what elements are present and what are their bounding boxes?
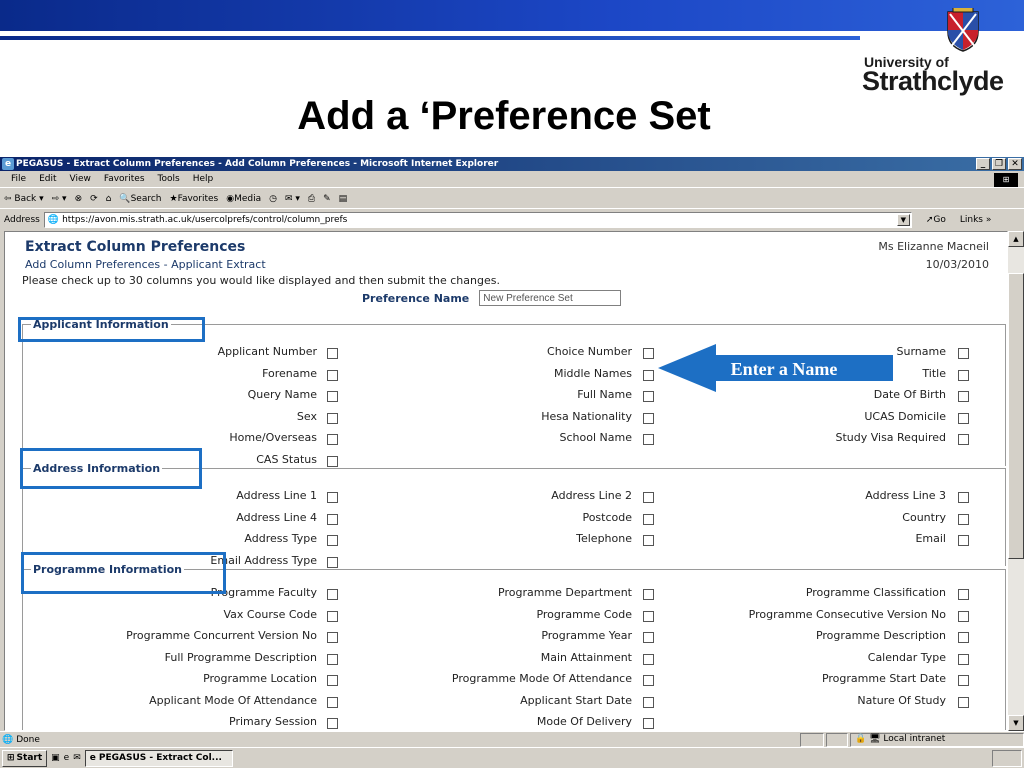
column-option-checkbox[interactable] xyxy=(327,535,338,546)
instruction-text: Please check up to 30 columns you would like displayed and then submit the changes. xyxy=(22,274,500,287)
column-option-checkbox[interactable] xyxy=(958,348,969,359)
ie-task-icon: e xyxy=(89,753,96,763)
menu-bar xyxy=(0,171,1024,188)
column-option-checkbox[interactable] xyxy=(958,391,969,402)
column-option-checkbox[interactable] xyxy=(643,697,654,708)
lock-icon: 🔒 xyxy=(855,734,867,744)
address-input[interactable] xyxy=(44,212,912,228)
column-option-label: Choice Number xyxy=(547,345,632,358)
back-button[interactable]: ⇦ Back ▾ xyxy=(4,193,44,204)
stop-icon[interactable]: ⊗ xyxy=(74,193,83,204)
column-option-label: Calendar Type xyxy=(867,650,946,664)
menu-favorites[interactable]: Favorites xyxy=(103,174,145,184)
address-information-legend: Address Information xyxy=(33,462,161,475)
scroll-thumb[interactable] xyxy=(1008,273,1024,559)
checkbox-row xyxy=(23,651,1007,673)
column-option-checkbox[interactable] xyxy=(643,654,654,665)
favorites-label: Favorites xyxy=(177,193,219,204)
column-option-label: Programme Description xyxy=(815,629,946,642)
column-option-checkbox[interactable] xyxy=(327,514,338,525)
column-option-label: Middle Names xyxy=(553,366,632,380)
column-option-label: Address Line 4 xyxy=(236,510,317,524)
column-option-checkbox[interactable] xyxy=(958,611,969,622)
column-option-label: Mode Of Delivery xyxy=(536,715,632,728)
menu-tools[interactable]: Tools xyxy=(157,174,180,184)
vertical-scrollbar[interactable] xyxy=(1008,231,1024,731)
status-zone-pane xyxy=(850,733,1024,747)
column-option-checkbox[interactable] xyxy=(958,413,969,424)
column-option-checkbox[interactable] xyxy=(643,718,654,729)
address-label: Address xyxy=(4,215,40,225)
scroll-up-icon[interactable]: ▲ xyxy=(1008,231,1024,247)
column-option-checkbox[interactable] xyxy=(958,434,969,445)
column-option-label: Email Address Type xyxy=(210,553,317,567)
column-option-checkbox[interactable] xyxy=(327,434,338,445)
print-icon[interactable]: ⎙ xyxy=(307,193,316,204)
status-text: Done xyxy=(16,734,40,745)
discuss-icon[interactable]: ▤ xyxy=(338,193,348,204)
column-option-checkbox[interactable] xyxy=(958,654,969,665)
zone-text: Local intranet xyxy=(883,734,946,744)
column-option-checkbox[interactable] xyxy=(958,514,969,525)
menu-file[interactable]: File xyxy=(11,174,27,184)
column-option-label: Date Of Birth xyxy=(873,388,946,401)
done-page-icon: 🌐 xyxy=(2,734,14,745)
column-option-label: Home/Overseas xyxy=(229,431,317,444)
checkbox-row xyxy=(23,489,1007,511)
column-option-label: Address Line 2 xyxy=(551,489,632,502)
column-option-label: Full Programme Description xyxy=(164,650,317,664)
column-option-label: Programme Location xyxy=(203,672,317,685)
column-option-label: Study Visa Required xyxy=(835,431,946,444)
preference-name-label: Preference Name xyxy=(362,291,470,305)
search-label: Search xyxy=(130,193,162,204)
callout-arrow xyxy=(658,342,894,394)
column-option-checkbox[interactable] xyxy=(327,370,338,381)
column-option-label: Programme Classification xyxy=(805,586,946,599)
intranet-icon: 🖥 xyxy=(869,734,881,744)
column-option-checkbox[interactable] xyxy=(643,589,654,600)
column-option-label: Programme Year xyxy=(541,629,632,642)
column-option-checkbox[interactable] xyxy=(958,535,969,546)
column-option-checkbox[interactable] xyxy=(643,675,654,686)
minimize-button[interactable]: _ xyxy=(976,158,990,170)
column-option-label: Address Type xyxy=(244,532,317,545)
column-option-checkbox[interactable] xyxy=(327,654,338,665)
column-option-checkbox[interactable] xyxy=(327,697,338,708)
column-option-label: Programme Code xyxy=(536,607,632,621)
column-option-checkbox[interactable] xyxy=(958,589,969,600)
crest-icon xyxy=(944,8,982,52)
column-option-label: Programme Mode Of Attendance xyxy=(451,672,632,685)
column-option-label: Programme Consecutive Version No xyxy=(748,607,946,621)
windows-taskbar xyxy=(0,747,1024,768)
column-option-checkbox[interactable] xyxy=(643,434,654,445)
university-logo xyxy=(862,8,1012,100)
restore-button[interactable]: ❐ xyxy=(992,158,1006,170)
ie-logo-icon: e xyxy=(2,158,14,170)
home-icon[interactable]: ⌂ xyxy=(105,193,112,204)
column-option-checkbox[interactable] xyxy=(327,718,338,729)
preference-name-input[interactable] xyxy=(479,290,621,306)
column-option-label: Surname xyxy=(896,345,946,358)
column-option-label: Address Line 1 xyxy=(236,489,317,502)
standard-toolbar xyxy=(0,189,1024,209)
logo-text-top: University of xyxy=(864,54,949,70)
search-icon: 🔍 xyxy=(119,193,131,204)
column-option-label: Applicant Mode Of Attendance xyxy=(149,693,317,707)
column-option-label: Title xyxy=(922,366,946,380)
start-label: Start xyxy=(16,753,43,763)
column-option-checkbox[interactable] xyxy=(958,492,969,503)
checkbox-row xyxy=(23,629,1007,651)
slide-top-stripe xyxy=(0,36,860,40)
status-pane-2 xyxy=(826,733,848,747)
column-option-checkbox[interactable] xyxy=(958,632,969,643)
ie-quicklaunch-icon[interactable]: e xyxy=(63,753,70,763)
logo-text-main: Strathclyde xyxy=(862,66,1004,96)
column-option-label: Country xyxy=(902,510,946,524)
column-option-checkbox[interactable] xyxy=(327,348,338,359)
column-option-label: Applicant Number xyxy=(217,345,317,358)
column-option-label: Hesa Nationality xyxy=(541,409,632,423)
go-label: Go xyxy=(933,215,946,225)
page-icon: 🌐 xyxy=(47,215,60,225)
column-option-label: Postcode xyxy=(582,510,632,524)
go-arrow-icon: ➚ xyxy=(925,215,934,225)
close-button[interactable]: ✕ xyxy=(1008,158,1022,170)
column-option-checkbox[interactable] xyxy=(643,413,654,424)
column-option-label: CAS Status xyxy=(256,452,317,466)
page-viewport xyxy=(4,231,1008,731)
refresh-icon[interactable]: ⟳ xyxy=(90,193,98,204)
column-option-checkbox[interactable] xyxy=(643,492,654,503)
column-option-label: Address Line 3 xyxy=(865,489,946,502)
checkbox-row xyxy=(23,410,1007,432)
browser-window xyxy=(0,157,1024,768)
checkbox-row xyxy=(23,715,1007,731)
menu-help[interactable]: Help xyxy=(192,174,214,184)
column-option-label: Nature Of Study xyxy=(857,693,946,707)
column-option-checkbox[interactable] xyxy=(327,492,338,503)
column-option-checkbox[interactable] xyxy=(327,413,338,424)
history-icon[interactable]: ◷ xyxy=(269,193,277,204)
column-option-checkbox[interactable] xyxy=(643,514,654,525)
highlight-box-address xyxy=(20,448,202,489)
applicant-information-legend: Applicant Information xyxy=(33,318,169,331)
status-pane-1 xyxy=(800,733,824,747)
column-option-checkbox[interactable] xyxy=(327,632,338,643)
page-date: 10/03/2010 xyxy=(925,258,989,271)
column-option-checkbox[interactable] xyxy=(643,370,654,381)
checkbox-row xyxy=(23,694,1007,716)
links-button[interactable]: Links » xyxy=(959,215,992,225)
address-url: https://avon.mis.strath.ac.uk/usercolprefs/control/column_prefs xyxy=(62,215,348,225)
column-option-label: Programme Department xyxy=(498,586,632,599)
checkbox-row xyxy=(23,672,1007,694)
column-option-label: Applicant Start Date xyxy=(520,693,632,707)
edit-icon[interactable]: ✎ xyxy=(323,193,331,204)
taskbar-ie-window[interactable] xyxy=(85,750,233,767)
column-option-checkbox[interactable] xyxy=(327,675,338,686)
search-button[interactable] xyxy=(119,194,161,204)
column-option-checkbox[interactable] xyxy=(327,589,338,600)
go-button[interactable] xyxy=(926,215,946,225)
forward-button[interactable]: ⇨ ▾ xyxy=(51,193,67,204)
checkbox-row xyxy=(23,532,1007,554)
window-title: PEGASUS - Extract Column Preferences - Add Column Preferences - Microsoft Internet Explorer xyxy=(16,159,499,169)
address-bar xyxy=(0,210,1024,230)
window-titlebar xyxy=(0,157,1024,171)
column-option-checkbox[interactable] xyxy=(643,535,654,546)
preference-name-row xyxy=(362,290,621,306)
outlook-icon[interactable]: ✉ xyxy=(73,753,81,763)
column-option-label: Main Attainment xyxy=(540,650,632,664)
column-option-label: Sex xyxy=(296,409,317,423)
slide-title: Add a ‘Preference Set xyxy=(297,94,711,138)
column-option-checkbox[interactable] xyxy=(958,370,969,381)
page-subheading: Add Column Preferences - Applicant Extract xyxy=(25,258,266,271)
media-button[interactable] xyxy=(226,194,261,204)
callout-text: Enter a Name xyxy=(730,359,838,379)
column-option-checkbox[interactable] xyxy=(643,391,654,402)
mail-icon[interactable]: ✉ ▾ xyxy=(285,193,300,204)
highlight-box-applicant xyxy=(18,317,205,342)
taskbar-task-label: PEGASUS - Extract Col... xyxy=(98,753,222,763)
column-option-label: Telephone xyxy=(576,532,632,545)
media-icon: ◉ xyxy=(226,193,235,204)
system-tray xyxy=(992,750,1022,767)
column-option-label: Full Name xyxy=(577,388,632,401)
scroll-down-icon[interactable]: ▼ xyxy=(1008,715,1024,731)
windows-logo-icon: ⊞ xyxy=(7,753,15,763)
column-option-label: UCAS Domicile xyxy=(864,409,946,423)
start-button[interactable] xyxy=(2,750,47,767)
column-option-checkbox[interactable] xyxy=(327,391,338,402)
column-option-label: Programme Start Date xyxy=(821,672,946,685)
programme-information-legend: Programme Information xyxy=(33,563,182,576)
checkbox-row xyxy=(23,608,1007,630)
desktop-icon[interactable]: ▣ xyxy=(51,753,60,763)
column-option-label: Vax Course Code xyxy=(223,607,317,621)
column-option-label: Programme Faculty xyxy=(210,586,317,599)
status-bar xyxy=(0,731,1024,747)
address-dropdown-icon[interactable]: ▼ xyxy=(897,214,910,226)
column-option-label: Email xyxy=(915,532,946,545)
column-option-checkbox[interactable] xyxy=(958,675,969,686)
column-option-label: Forename xyxy=(262,366,317,380)
star-icon: ★ xyxy=(169,193,178,204)
checkbox-row xyxy=(23,511,1007,533)
column-option-label: Query Name xyxy=(247,388,317,401)
media-label: Media xyxy=(234,193,262,204)
column-option-label: Primary Session xyxy=(229,715,317,728)
menu-view[interactable]: View xyxy=(69,174,91,184)
column-option-checkbox[interactable] xyxy=(643,348,654,359)
menu-edit[interactable]: Edit xyxy=(39,174,57,184)
column-option-checkbox[interactable] xyxy=(643,632,654,643)
column-option-checkbox[interactable] xyxy=(327,611,338,622)
column-option-checkbox[interactable] xyxy=(643,611,654,622)
windows-throbber-icon: ⊞ xyxy=(994,173,1018,187)
highlight-box-programme xyxy=(21,552,226,594)
user-name: Ms Elizanne Macneil xyxy=(878,240,989,253)
column-option-label: School Name xyxy=(559,431,632,444)
favorites-button[interactable] xyxy=(170,194,219,204)
column-option-label: Programme Concurrent Version No xyxy=(126,629,317,642)
page-heading: Extract Column Preferences xyxy=(25,239,246,255)
column-option-checkbox[interactable] xyxy=(958,697,969,708)
